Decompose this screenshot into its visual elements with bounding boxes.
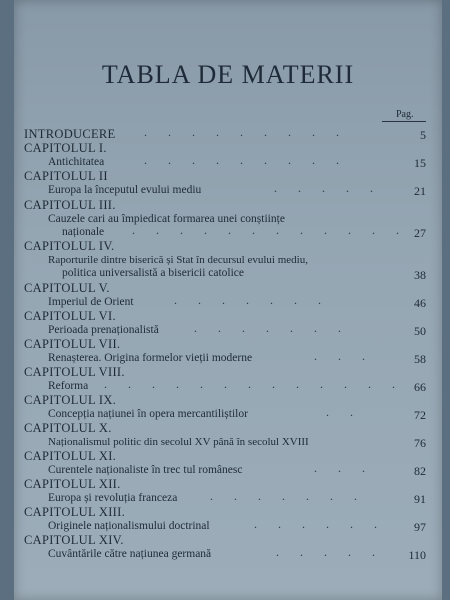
toc-subtitle: Imperiul de Orient [48, 296, 134, 308]
toc-heading-chapter-6: CAPITOLUL VI. [24, 309, 116, 323]
toc-page-number: 15 [414, 156, 426, 170]
toc-page-number: 97 [414, 520, 426, 534]
toc-heading-chapter-5: CAPITOLUL V. [24, 281, 110, 295]
toc-subtitle: Originele naționalismului doctrinal [48, 520, 210, 532]
toc-page-number: 38 [414, 268, 426, 282]
toc-page-number: 46 [414, 296, 426, 310]
leader-dots: . . . . . [274, 181, 382, 195]
toc-page-number: 91 [414, 492, 426, 506]
toc-page-number: 72 [414, 408, 426, 422]
toc-subtitle: Renașterea. Origina formelor vieții moderne [48, 352, 253, 364]
toc-page-number: 58 [414, 352, 426, 366]
leader-dots: . . . . . . . . . . . . . [104, 377, 404, 391]
toc-page-number: 50 [414, 324, 426, 338]
toc-page-number: 76 [414, 436, 426, 450]
toc-subtitle: Concepția națiunei în opera mercantiliștilor [48, 408, 248, 420]
toc-heading-chapter-8: CAPITOLUL VIII. [24, 365, 125, 379]
toc-subtitle-continued: naționale [62, 226, 105, 238]
toc-heading-chapter-10: CAPITOLUL X. [24, 421, 112, 435]
toc-subtitle: Europa la începutul evului mediu [48, 184, 202, 196]
toc-heading-chapter-4: CAPITOLUL IV. [24, 239, 115, 253]
toc-page-number: 82 [414, 464, 426, 478]
toc-heading-chapter-14: CAPITOLUL XIV. [24, 533, 124, 547]
toc-heading-chapter-12: CAPITOLUL XII. [24, 477, 121, 491]
toc-heading-chapter-9: CAPITOLUL IX. [24, 393, 117, 407]
toc-subtitle: Naționalismul politic din secolul XV până în secolul XVIII [48, 436, 309, 448]
leader-dots: . . . . . [276, 545, 384, 559]
toc-heading-introducere: INTRODUCERE [24, 127, 116, 141]
toc-heading-chapter-13: CAPITOLUL XIII. [24, 505, 126, 519]
toc-page-number: 5 [420, 128, 426, 142]
toc-subtitle: Europa și revoluția franceza [48, 492, 178, 504]
leader-dots: . . . [314, 461, 374, 475]
toc-subtitle: Reforma [48, 380, 89, 392]
leader-dots: . . . . . . . [174, 293, 330, 307]
toc-subtitle: Curentele naționaliste în trec tul românesc [48, 464, 243, 476]
toc-subtitle: Raporturile dintre biserică și Stat în decursul evului mediu, [48, 254, 308, 266]
toc-subtitle: Cuvântările către națiunea germană [48, 548, 212, 560]
book-page [14, 0, 442, 600]
page-column-header: Pag. [396, 109, 414, 120]
toc-heading-chapter-3: CAPITOLUL III. [24, 198, 116, 212]
toc-heading-chapter-1: CAPITOLUL I. [24, 141, 107, 155]
page-title: TABLA DE MATERII [101, 60, 355, 89]
leader-dots: . . . . . . . . . [144, 125, 348, 139]
toc-page-number: 66 [414, 380, 426, 394]
toc-heading-chapter-11: CAPITOLUL XI. [24, 449, 117, 463]
leader-dots: . . . . . . . . . . . . [132, 223, 408, 237]
toc-subtitle: Antichitatea [48, 156, 105, 168]
leader-dots: . . . . . . . [194, 321, 350, 335]
leader-dots: . . . . . . . . . [144, 153, 348, 167]
toc-heading-chapter-7: CAPITOLUL VII. [24, 337, 121, 351]
leader-dots: . . . [314, 349, 374, 363]
leader-dots: . . [326, 405, 362, 419]
toc-page-number: 21 [414, 184, 426, 198]
leader-dots: . . . . . . [254, 517, 386, 531]
toc-subtitle: Perioada prenaționalistă [48, 324, 159, 336]
toc-page-number: 110 [408, 548, 426, 562]
table-of-contents [14, 0, 442, 600]
toc-page-number: 27 [414, 226, 426, 240]
toc-heading-chapter-2: CAPITOLUL II [24, 169, 108, 183]
toc-subtitle-continued: politica universalistă a bisericii catolice [62, 267, 245, 279]
leader-dots: . . . . . . . [210, 489, 366, 503]
toc-subtitle: Cauzele cari au împiedicat formarea unei conștiințe [48, 213, 285, 225]
